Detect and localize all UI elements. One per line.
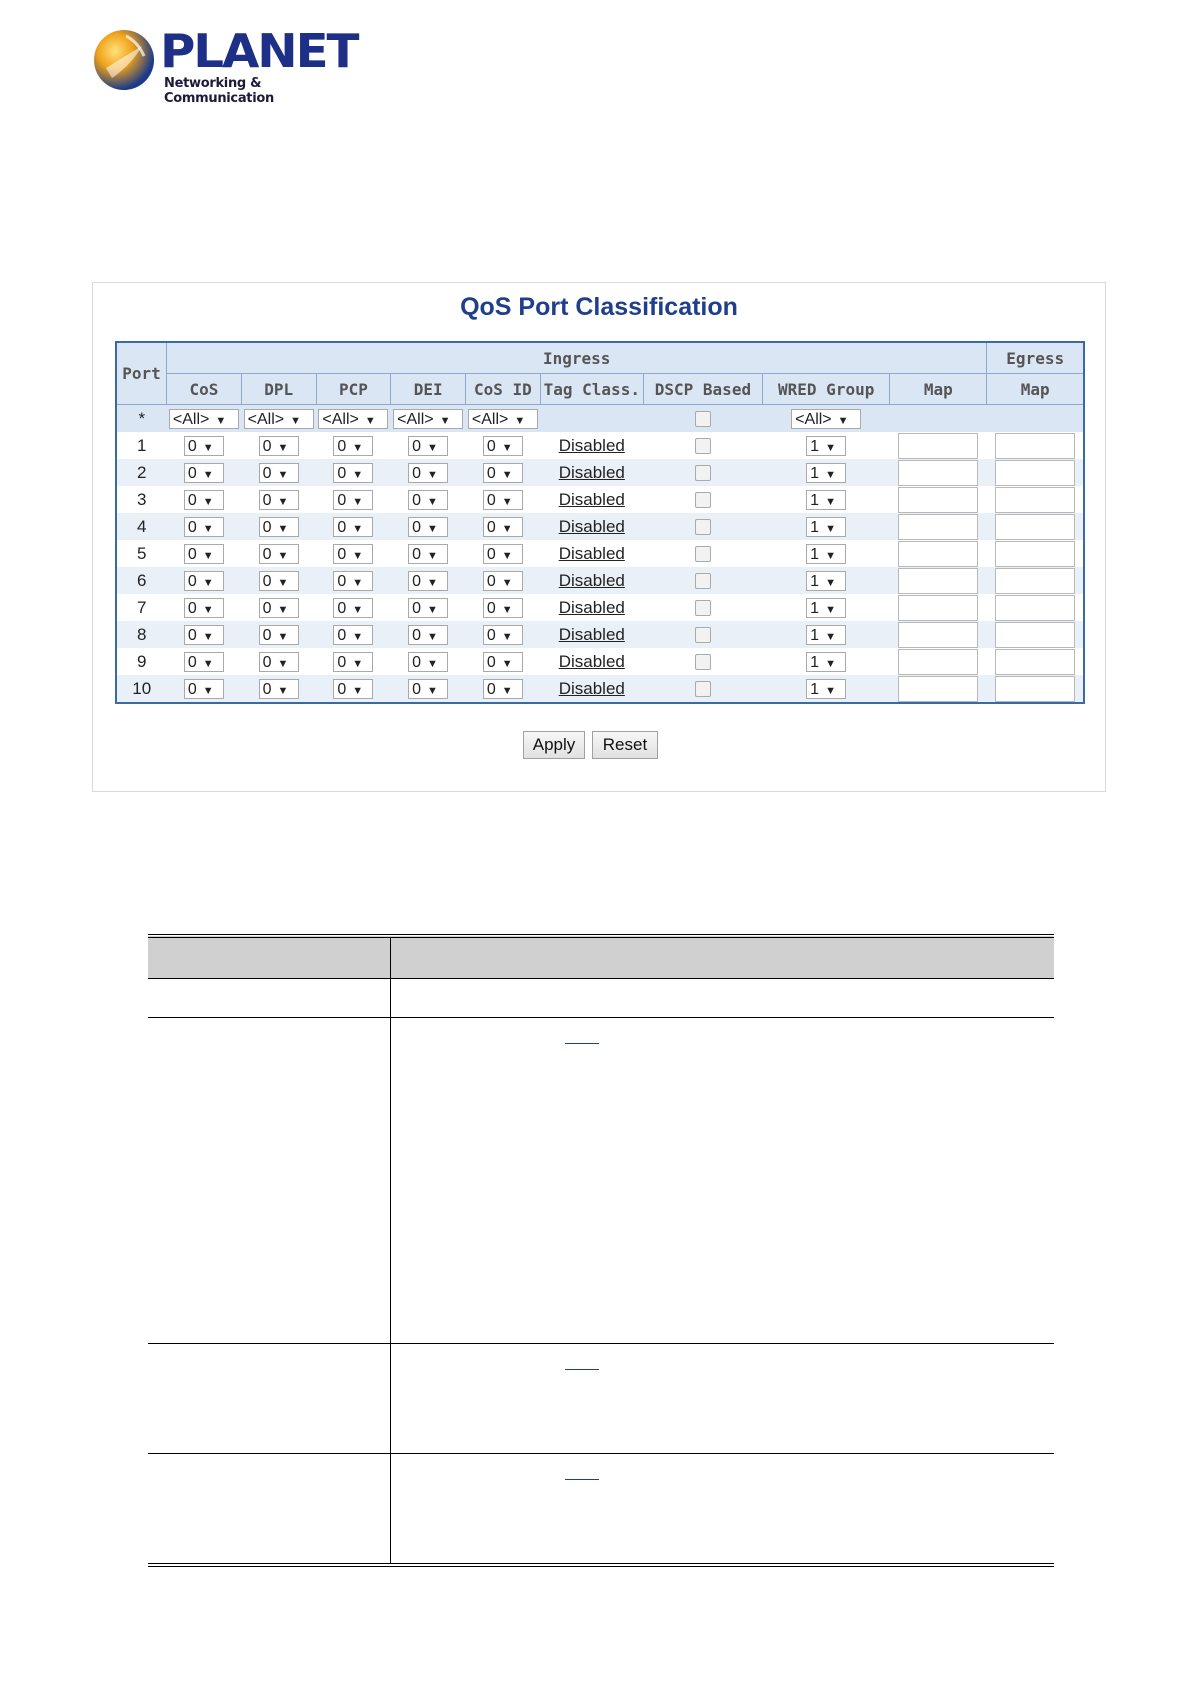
dropdown-arrow-icon: ▼ (427, 549, 438, 562)
dropdown-arrow-icon: ▼ (202, 522, 214, 535)
dropdown-arrow-icon: ▼ (277, 468, 289, 481)
header-pcp: PCP (316, 374, 391, 405)
dei-select[interactable]: 0 ▼ (408, 625, 448, 645)
wred-group-select[interactable]: 1 ▼ (806, 625, 846, 645)
pcp-select[interactable]: 0 ▼ (333, 463, 373, 483)
dropdown-arrow-icon: ▼ (352, 522, 364, 535)
tag-class-link[interactable]: Disabled (558, 543, 625, 563)
dropdown-arrow-icon: ▼ (825, 684, 836, 697)
ingress-map-input[interactable] (898, 514, 978, 540)
ingress-map-input[interactable] (898, 622, 978, 648)
dropdown-arrow-icon: ▼ (277, 630, 289, 643)
header-tag-class: Tag Class. (540, 374, 643, 405)
port-number: 1 (116, 432, 167, 459)
dropdown-arrow-icon: ▼ (427, 657, 438, 670)
description-row (148, 1018, 1054, 1344)
table-row (116, 486, 1084, 513)
dropdown-arrow-icon: ▼ (202, 684, 214, 697)
header-egress-map: Map (987, 374, 1084, 405)
egress-map-input[interactable] (995, 514, 1075, 540)
dropdown-arrow-icon: ▼ (352, 657, 364, 670)
description-table (148, 934, 1054, 1567)
tag-class-link[interactable]: Disabled (558, 462, 625, 482)
all-pcp-select[interactable]: <All> ▼ (318, 409, 388, 429)
table-row (116, 540, 1084, 567)
dropdown-arrow-icon: ▼ (427, 576, 438, 589)
ingress-map-input[interactable] (898, 460, 978, 486)
description-row (148, 1454, 1054, 1566)
ingress-map-input[interactable] (898, 541, 978, 567)
dropdown-arrow-icon: ▼ (427, 468, 438, 481)
pcp-select[interactable]: 0 ▼ (333, 490, 373, 510)
dscp-based-checkbox[interactable] (695, 492, 711, 508)
all-dei-select[interactable]: <All> ▼ (393, 409, 463, 429)
dropdown-arrow-icon: ▼ (277, 684, 289, 697)
header-ingress: Ingress (167, 342, 987, 374)
dropdown-arrow-icon: ▼ (501, 576, 513, 589)
header-dscp-based: DSCP Based (643, 374, 762, 405)
dei-select[interactable]: 0 ▼ (408, 490, 448, 510)
dropdown-arrow-icon: ▼ (837, 414, 849, 427)
dscp-based-checkbox[interactable] (695, 573, 711, 589)
port-number: 6 (116, 567, 167, 594)
all-cos-select[interactable]: <All> ▼ (169, 409, 239, 429)
table-row (116, 432, 1084, 459)
dropdown-arrow-icon: ▼ (277, 657, 289, 670)
cos-select[interactable]: 0 ▼ (184, 517, 224, 537)
dscp-based-checkbox[interactable] (695, 600, 711, 616)
dropdown-arrow-icon: ▼ (202, 495, 214, 508)
dpl-select[interactable]: 0 ▼ (259, 517, 299, 537)
dpl-select[interactable]: 0 ▼ (259, 544, 299, 564)
header-cos: CoS (167, 374, 242, 405)
dpl-select[interactable]: 0 ▼ (259, 625, 299, 645)
dpl-select[interactable]: 0 ▼ (259, 679, 299, 699)
all-dpl-select[interactable]: <All> ▼ (244, 409, 314, 429)
dropdown-arrow-icon: ▼ (825, 576, 836, 589)
dropdown-arrow-icon: ▼ (202, 549, 214, 562)
cos-id-select[interactable]: 0 ▼ (483, 679, 523, 699)
all-ports-row (116, 405, 1084, 433)
port-number: 2 (116, 459, 167, 486)
dropdown-arrow-icon: ▼ (364, 414, 376, 427)
dropdown-arrow-icon: ▼ (501, 468, 513, 481)
port-number: 4 (116, 513, 167, 540)
dropdown-arrow-icon: ▼ (202, 630, 214, 643)
dscp-based-checkbox[interactable] (695, 546, 711, 562)
dei-select[interactable]: 0 ▼ (408, 598, 448, 618)
dropdown-arrow-icon: ▼ (352, 684, 364, 697)
description-row (148, 979, 1054, 1018)
dropdown-arrow-icon: ▼ (427, 495, 438, 508)
header-wred-group: WRED Group (763, 374, 890, 405)
cos-id-select[interactable]: 0 ▼ (483, 436, 523, 456)
dropdown-arrow-icon: ▼ (825, 495, 836, 508)
dropdown-arrow-icon: ▼ (352, 441, 364, 454)
dropdown-arrow-icon: ▼ (277, 441, 289, 454)
tag-class-link[interactable]: Disabled (558, 678, 625, 698)
header-port: Port (116, 342, 167, 405)
port-number: 10 (116, 675, 167, 703)
dei-select[interactable]: 0 ▼ (408, 463, 448, 483)
globe-logo-icon (92, 28, 156, 92)
dei-select[interactable]: 0 ▼ (408, 436, 448, 456)
ingress-map-input[interactable] (898, 649, 978, 675)
table-row (116, 459, 1084, 486)
cos-select[interactable]: 0 ▼ (184, 544, 224, 564)
brand-name: PLANET (160, 24, 358, 78)
dropdown-arrow-icon: ▼ (352, 468, 364, 481)
table-row (116, 621, 1084, 648)
dpl-select[interactable]: 0 ▼ (259, 598, 299, 618)
ingress-map-input[interactable] (898, 568, 978, 594)
dpl-select[interactable]: 0 ▼ (259, 571, 299, 591)
ingress-map-input[interactable] (898, 487, 978, 513)
dropdown-arrow-icon: ▼ (352, 576, 364, 589)
link-underline (565, 1478, 599, 1480)
dropdown-arrow-icon: ▼ (825, 657, 836, 670)
dropdown-arrow-icon: ▼ (277, 495, 289, 508)
cos-select[interactable]: 0 ▼ (184, 571, 224, 591)
dropdown-arrow-icon: ▼ (439, 414, 451, 427)
dropdown-arrow-icon: ▼ (825, 441, 836, 454)
dropdown-arrow-icon: ▼ (825, 603, 836, 616)
dropdown-arrow-icon: ▼ (427, 441, 438, 454)
reset-button[interactable]: Reset (592, 731, 658, 759)
dropdown-arrow-icon: ▼ (501, 657, 513, 670)
all-port-label: * (116, 405, 167, 433)
table-row (116, 675, 1084, 703)
port-number: 8 (116, 621, 167, 648)
dpl-select[interactable]: 0 ▼ (259, 652, 299, 672)
dropdown-arrow-icon: ▼ (215, 414, 227, 427)
wred-group-select[interactable]: 1 ▼ (806, 571, 846, 591)
egress-map-input[interactable] (995, 649, 1075, 675)
table-row (116, 648, 1084, 675)
table-row (116, 594, 1084, 621)
cos-id-select[interactable]: 0 ▼ (483, 544, 523, 564)
cos-select[interactable]: 0 ▼ (184, 436, 224, 456)
header-dei: DEI (391, 374, 466, 405)
port-number: 9 (116, 648, 167, 675)
dropdown-arrow-icon: ▼ (290, 414, 301, 427)
tag-class-link[interactable]: Disabled (558, 651, 625, 671)
all-cos-id-select[interactable]: <All> ▼ (468, 409, 538, 429)
wred-group-select[interactable]: 1 ▼ (806, 544, 846, 564)
cos-select[interactable]: 0 ▼ (184, 598, 224, 618)
dropdown-arrow-icon: ▼ (501, 630, 513, 643)
qos-port-classification-panel (92, 282, 1106, 792)
dei-select[interactable]: 0 ▼ (408, 571, 448, 591)
cos-select[interactable]: 0 ▼ (184, 652, 224, 672)
dropdown-arrow-icon: ▼ (352, 630, 364, 643)
port-number: 3 (116, 486, 167, 513)
port-rows (116, 432, 1084, 703)
egress-map-input[interactable] (995, 433, 1075, 459)
dei-select[interactable]: 0 ▼ (408, 544, 448, 564)
dscp-based-checkbox[interactable] (695, 438, 711, 454)
egress-map-input[interactable] (995, 595, 1075, 621)
port-number: 5 (116, 540, 167, 567)
pcp-select[interactable]: 0 ▼ (333, 652, 373, 672)
dropdown-arrow-icon: ▼ (202, 603, 214, 616)
qos-port-table (115, 341, 1085, 704)
ingress-map-input[interactable] (898, 676, 978, 702)
cos-id-select[interactable]: 0 ▼ (483, 517, 523, 537)
ingress-map-input[interactable] (898, 433, 978, 459)
dropdown-arrow-icon: ▼ (501, 522, 513, 535)
egress-map-input[interactable] (995, 541, 1075, 567)
tag-class-link[interactable]: Disabled (558, 570, 625, 590)
wred-group-select[interactable]: 1 ▼ (806, 463, 846, 483)
egress-map-input[interactable] (995, 487, 1075, 513)
wred-group-select[interactable]: 1 ▼ (806, 652, 846, 672)
dropdown-arrow-icon: ▼ (501, 441, 513, 454)
header-egress: Egress (987, 342, 1084, 374)
dropdown-arrow-icon: ▼ (352, 549, 364, 562)
cos-select[interactable]: 0 ▼ (184, 679, 224, 699)
dropdown-arrow-icon: ▼ (514, 414, 526, 427)
wred-group-select[interactable]: 1 ▼ (806, 679, 846, 699)
page-title: QoS Port Classification (460, 293, 738, 321)
cos-id-select[interactable]: 0 ▼ (483, 490, 523, 510)
dpl-select[interactable]: 0 ▼ (259, 490, 299, 510)
apply-button[interactable]: Apply (523, 731, 585, 759)
dropdown-arrow-icon: ▼ (277, 576, 289, 589)
egress-map-input[interactable] (995, 676, 1075, 702)
table-row (116, 513, 1084, 540)
dscp-based-checkbox[interactable] (695, 519, 711, 535)
tag-class-link[interactable]: Disabled (558, 516, 625, 536)
dpl-select[interactable]: 0 ▼ (259, 436, 299, 456)
dei-select[interactable]: 0 ▼ (408, 652, 448, 672)
pcp-select[interactable]: 0 ▼ (333, 625, 373, 645)
cos-id-select[interactable]: 0 ▼ (483, 571, 523, 591)
port-number: 7 (116, 594, 167, 621)
dropdown-arrow-icon: ▼ (352, 603, 364, 616)
table-row (116, 567, 1084, 594)
pcp-select[interactable]: 0 ▼ (333, 598, 373, 618)
header-cos-id: CoS ID (466, 374, 541, 405)
egress-map-input[interactable] (995, 568, 1075, 594)
dropdown-arrow-icon: ▼ (202, 441, 214, 454)
pcp-select[interactable]: 0 ▼ (333, 679, 373, 699)
dscp-based-checkbox[interactable] (695, 681, 711, 697)
pcp-select[interactable]: 0 ▼ (333, 571, 373, 591)
tag-class-link[interactable]: Disabled (558, 597, 625, 617)
dropdown-arrow-icon: ▼ (427, 684, 438, 697)
dropdown-arrow-icon: ▼ (202, 576, 214, 589)
dropdown-arrow-icon: ▼ (825, 468, 836, 481)
dei-select[interactable]: 0 ▼ (408, 679, 448, 699)
dropdown-arrow-icon: ▼ (501, 495, 513, 508)
dropdown-arrow-icon: ▼ (501, 684, 513, 697)
dropdown-arrow-icon: ▼ (427, 630, 438, 643)
ingress-map-input[interactable] (898, 595, 978, 621)
header-ingress-map: Map (890, 374, 987, 405)
wred-group-select[interactable]: 1 ▼ (806, 490, 846, 510)
tag-class-link[interactable]: Disabled (558, 435, 625, 455)
cos-select[interactable]: 0 ▼ (184, 490, 224, 510)
pcp-select[interactable]: 0 ▼ (333, 436, 373, 456)
dropdown-arrow-icon: ▼ (277, 603, 289, 616)
dropdown-arrow-icon: ▼ (501, 603, 513, 616)
dropdown-arrow-icon: ▼ (352, 495, 364, 508)
pcp-select[interactable]: 0 ▼ (333, 517, 373, 537)
cos-id-select[interactable]: 0 ▼ (483, 463, 523, 483)
planet-logo (92, 24, 358, 106)
cos-id-select[interactable]: 0 ▼ (483, 652, 523, 672)
tag-class-link[interactable]: Disabled (558, 489, 625, 509)
cos-id-select[interactable]: 0 ▼ (483, 625, 523, 645)
header-dpl: DPL (241, 374, 316, 405)
cos-id-select[interactable]: 0 ▼ (483, 598, 523, 618)
wred-group-select[interactable]: 1 ▼ (806, 598, 846, 618)
dropdown-arrow-icon: ▼ (427, 603, 438, 616)
pcp-select[interactable]: 0 ▼ (333, 544, 373, 564)
dropdown-arrow-icon: ▼ (501, 549, 513, 562)
dscp-based-checkbox[interactable] (695, 654, 711, 670)
egress-map-input[interactable] (995, 622, 1075, 648)
link-underline (565, 1042, 599, 1044)
dpl-select[interactable]: 0 ▼ (259, 463, 299, 483)
egress-map-input[interactable] (995, 460, 1075, 486)
wred-group-select[interactable]: 1 ▼ (806, 436, 846, 456)
dropdown-arrow-icon: ▼ (202, 657, 214, 670)
dropdown-arrow-icon: ▼ (277, 549, 289, 562)
all-dscp-based-checkbox[interactable] (695, 411, 711, 427)
tag-class-link[interactable]: Disabled (558, 624, 625, 644)
link-underline (565, 1368, 599, 1370)
dropdown-arrow-icon: ▼ (825, 522, 836, 535)
dscp-based-checkbox[interactable] (695, 465, 711, 481)
dropdown-arrow-icon: ▼ (427, 522, 438, 535)
wred-group-select[interactable]: 1 ▼ (806, 517, 846, 537)
all-wred-select[interactable]: <All> ▼ (791, 409, 861, 429)
brand-tagline: Networking & Communication (164, 76, 274, 106)
description-header-row (148, 936, 1054, 979)
dscp-based-checkbox[interactable] (695, 627, 711, 643)
description-row (148, 1344, 1054, 1454)
dropdown-arrow-icon: ▼ (202, 468, 214, 481)
dropdown-arrow-icon: ▼ (277, 522, 289, 535)
cos-select[interactable]: 0 ▼ (184, 625, 224, 645)
cos-select[interactable]: 0 ▼ (184, 463, 224, 483)
dropdown-arrow-icon: ▼ (825, 630, 836, 643)
dropdown-arrow-icon: ▼ (825, 549, 836, 562)
dei-select[interactable]: 0 ▼ (408, 517, 448, 537)
